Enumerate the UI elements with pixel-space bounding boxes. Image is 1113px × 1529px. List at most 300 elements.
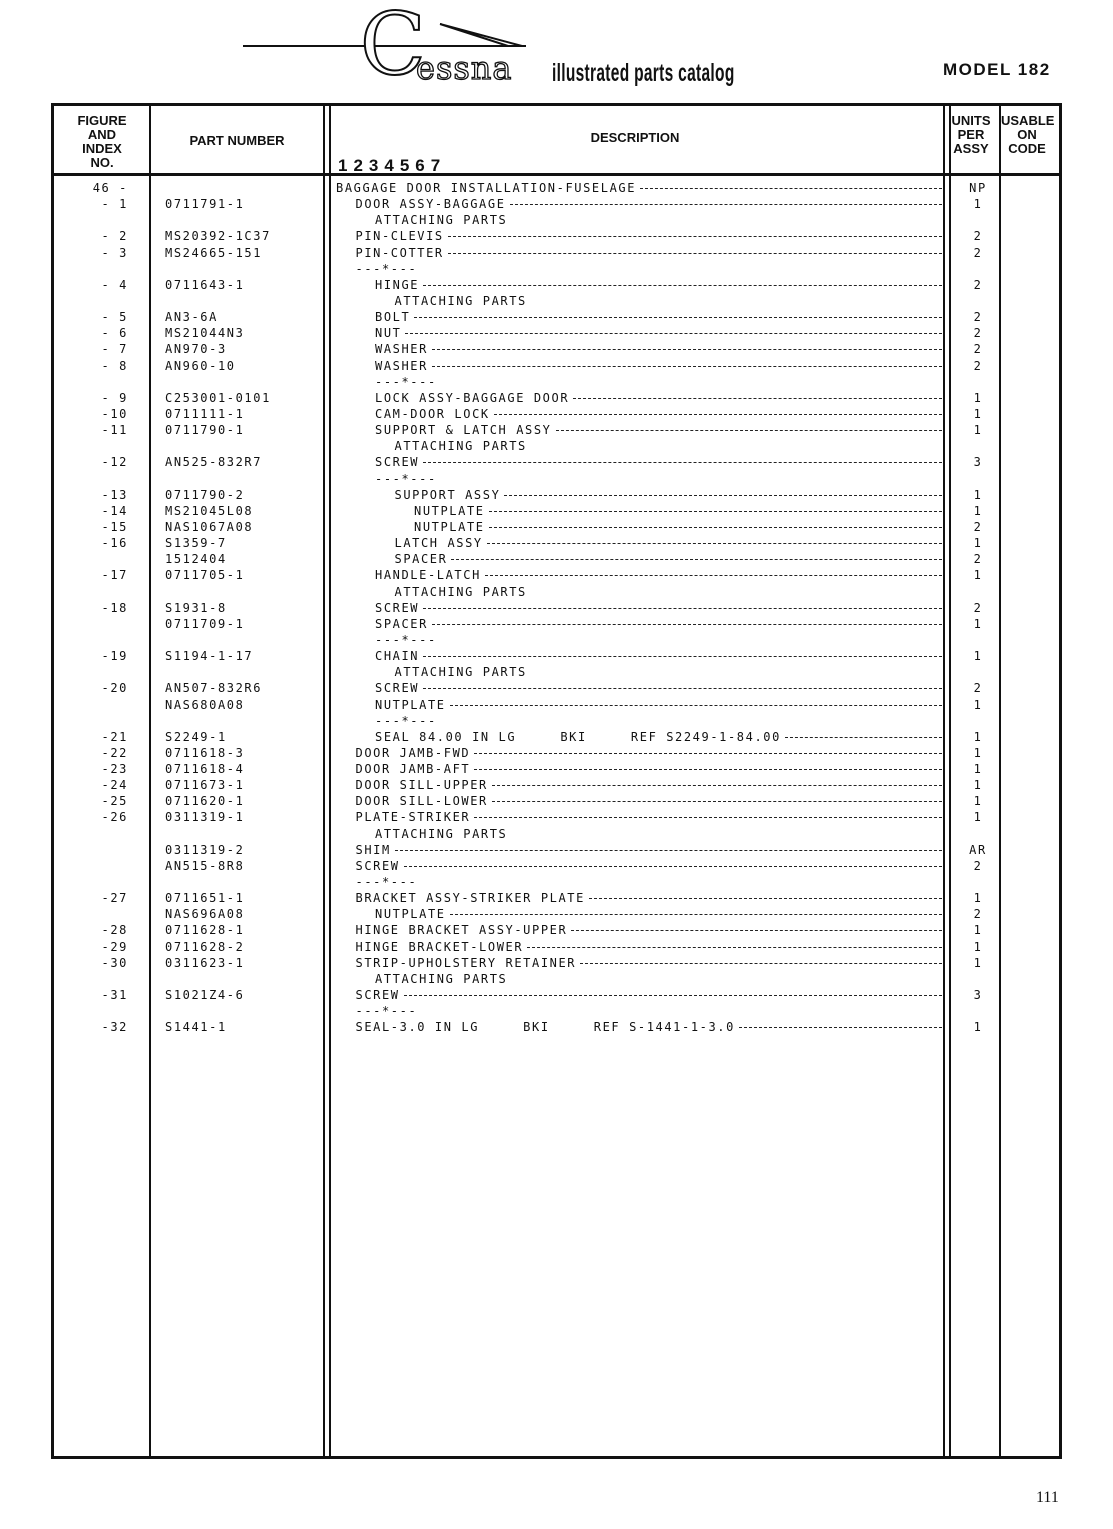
units-per-assy: 1: [973, 745, 983, 760]
description: [375, 648, 944, 664]
description: [356, 955, 945, 971]
units-per-assy: 2: [973, 600, 983, 615]
description-text: SUPPORT ASSY: [395, 487, 505, 503]
description-text: ATTACHING PARTS: [395, 438, 531, 454]
description: [375, 697, 944, 713]
leader-line: [785, 737, 942, 738]
units-per-assy: 1: [973, 503, 983, 518]
units-per-assy: 3: [973, 988, 983, 1003]
units-per-assy: 1: [973, 406, 983, 421]
part-number: 0711618-3: [165, 745, 245, 760]
table-row: [0, 567, 1113, 583]
figure-index: -29: [101, 939, 128, 954]
figure-index: -21: [101, 729, 128, 744]
description-text: ATTACHING PARTS: [395, 584, 531, 600]
description: [375, 341, 944, 357]
part-number: 0711705-1: [165, 568, 245, 583]
units-per-assy: 1: [973, 649, 983, 664]
units-per-assy: 1: [973, 423, 983, 438]
description-text: SCREW: [375, 454, 423, 470]
leader-line: [450, 914, 942, 915]
description: [375, 277, 944, 293]
figure-index: -26: [101, 810, 128, 825]
description-text: SUPPORT & LATCH ASSY: [375, 422, 556, 438]
description-text: BRACKET ASSY-STRIKER PLATE: [356, 890, 589, 906]
description-text: ATTACHING PARTS: [375, 212, 511, 228]
part-number: S1021Z4-6: [165, 988, 245, 1003]
description: [395, 551, 945, 567]
part-number: MS20392-1C37: [165, 229, 271, 244]
units-per-assy: 2: [973, 310, 983, 325]
description: [375, 971, 944, 987]
column-header-usable: USABLE ON CODE: [1001, 113, 1055, 156]
table-row: [0, 616, 1113, 632]
leader-line: [395, 850, 942, 851]
description: [356, 196, 945, 212]
table-row: [0, 454, 1113, 470]
description: [375, 826, 944, 842]
table-row: [0, 535, 1113, 551]
table-row: [0, 358, 1113, 374]
table-row: [0, 680, 1113, 696]
description: [375, 471, 944, 487]
figure-index: -28: [101, 923, 128, 938]
leader-line: [432, 624, 942, 625]
units-per-assy: 1: [973, 955, 983, 970]
part-number: S1931-8: [165, 600, 227, 615]
description-text: ---*---: [375, 471, 441, 487]
leader-line: [474, 769, 942, 770]
leader-line: [489, 527, 942, 528]
leader-line: [640, 188, 942, 189]
units-per-assy: 1: [973, 762, 983, 777]
page-number: 111: [1036, 1489, 1059, 1506]
table-row: [0, 955, 1113, 971]
figure-index: -13: [101, 487, 128, 502]
table-row: [0, 697, 1113, 713]
table-row: [0, 1003, 1113, 1019]
table-row: [0, 551, 1113, 567]
leader-line: [423, 688, 942, 689]
units-per-assy: 1: [973, 810, 983, 825]
units-per-assy: 1: [973, 729, 983, 744]
description: [356, 793, 945, 809]
figure-index: -23: [101, 762, 128, 777]
leader-line: [589, 898, 942, 899]
description: [375, 616, 944, 632]
logo-initial: C: [360, 0, 424, 95]
figure-index: -17: [101, 568, 128, 583]
part-number: 0711673-1: [165, 778, 245, 793]
description: [375, 390, 944, 406]
figure-index: - 8: [101, 358, 128, 373]
description-text: NUTPLATE: [414, 503, 489, 519]
units-per-assy: 1: [973, 1020, 983, 1035]
units-per-assy: 2: [973, 326, 983, 341]
description-text: NUTPLATE: [375, 906, 450, 922]
description: [375, 406, 944, 422]
part-number: S2249-1: [165, 729, 227, 744]
part-number: 0311319-2: [165, 842, 245, 857]
description-text: CHAIN: [375, 648, 423, 664]
figure-index: -31: [101, 988, 128, 1003]
description-text: SCREW: [356, 987, 404, 1003]
description-text: DOOR SILL-LOWER: [356, 793, 492, 809]
leader-line: [423, 285, 942, 286]
part-number: 0711651-1: [165, 891, 245, 906]
description: [395, 487, 945, 503]
table-row: [0, 584, 1113, 600]
description-text: CAM-DOOR LOCK: [375, 406, 494, 422]
description: [395, 535, 945, 551]
table-row: [0, 325, 1113, 341]
table-row: [0, 390, 1113, 406]
part-number: S1194-1-17: [165, 649, 254, 664]
table-row: [0, 487, 1113, 503]
leader-line: [487, 543, 942, 544]
units-per-assy: 1: [973, 390, 983, 405]
leader-line: [492, 785, 942, 786]
description: [375, 906, 944, 922]
description-text: WASHER: [375, 341, 432, 357]
description: [375, 212, 944, 228]
table-row: [0, 809, 1113, 825]
description-text: NUT: [375, 325, 405, 341]
description-text: ATTACHING PARTS: [375, 971, 511, 987]
description: [356, 858, 945, 874]
leader-line: [489, 511, 942, 512]
table-row: [0, 438, 1113, 454]
part-number: NAS680A08: [165, 697, 245, 712]
part-number: 0711618-4: [165, 762, 245, 777]
part-number: C253001-0101: [165, 390, 271, 405]
units-per-assy: 1: [973, 568, 983, 583]
description: [375, 309, 944, 325]
leader-line: [527, 947, 942, 948]
table-row: [0, 745, 1113, 761]
description: [356, 777, 945, 793]
figure-index: -22: [101, 745, 128, 760]
part-number: S1441-1: [165, 1020, 227, 1035]
leader-line: [573, 398, 942, 399]
parts-list: [0, 180, 1113, 1035]
description-text: HINGE BRACKET ASSY-UPPER: [356, 922, 572, 938]
table-row: [0, 906, 1113, 922]
description: [336, 180, 944, 196]
table-row: [0, 245, 1113, 261]
description-text: LOCK ASSY-BAGGAGE DOOR: [375, 390, 573, 406]
figure-index: - 2: [101, 229, 128, 244]
description-text: SCREW: [375, 680, 423, 696]
table-row: [0, 341, 1113, 357]
part-number: 0711790-1: [165, 423, 245, 438]
leader-line: [423, 656, 942, 657]
table-row: [0, 228, 1113, 244]
figure-index: - 9: [101, 390, 128, 405]
leader-line: [448, 253, 942, 254]
description-text: SPACER: [375, 616, 432, 632]
units-per-assy: 1: [973, 939, 983, 954]
units-per-assy: 2: [973, 519, 983, 534]
part-number: 1512404: [165, 552, 227, 567]
description: [356, 261, 945, 277]
description: [375, 422, 944, 438]
header-divider: [51, 173, 1062, 176]
description: [375, 680, 944, 696]
description-text: PIN-CLEVIS: [356, 228, 448, 244]
table-row: [0, 987, 1113, 1003]
figure-index: -25: [101, 794, 128, 809]
part-number: AN970-3: [165, 342, 227, 357]
description: [395, 664, 945, 680]
part-number: 0711620-1: [165, 794, 245, 809]
table-row: [0, 842, 1113, 858]
leader-line: [474, 753, 942, 754]
indent-levels: 1234567: [338, 156, 447, 175]
figure-index: - 4: [101, 277, 128, 292]
table-row: [0, 939, 1113, 955]
description: [395, 438, 945, 454]
description: [356, 745, 945, 761]
logo-wordmark: essna: [416, 49, 513, 87]
part-number: NAS696A08: [165, 907, 245, 922]
table-row: [0, 196, 1113, 212]
leader-line: [423, 462, 942, 463]
leader-line: [485, 575, 942, 576]
description-text: DOOR JAMB-AFT: [356, 761, 475, 777]
table-row: [0, 503, 1113, 519]
figure-index: -20: [101, 681, 128, 696]
figure-index: -32: [101, 1020, 128, 1035]
part-number: MS21045L08: [165, 503, 254, 518]
description: [375, 729, 944, 745]
column-header-units: UNITS PER ASSY: [951, 113, 991, 156]
leader-line: [494, 414, 942, 415]
units-per-assy: 2: [973, 552, 983, 567]
description: [356, 245, 945, 261]
catalog-title: illustrated parts catalog: [552, 59, 735, 87]
figure-index: -15: [101, 519, 128, 534]
description-text: SCREW: [375, 600, 423, 616]
description-text: HINGE: [375, 277, 423, 293]
description: [356, 939, 945, 955]
description: [375, 632, 944, 648]
leader-line: [571, 930, 942, 931]
units-per-assy: NP: [969, 181, 987, 195]
description-text: ATTACHING PARTS: [375, 826, 511, 842]
table-row: [0, 761, 1113, 777]
description: [356, 1019, 945, 1035]
part-number: 0711628-1: [165, 923, 245, 938]
figure-index: -14: [101, 503, 128, 518]
figure-index: -18: [101, 600, 128, 615]
part-number: 0711628-2: [165, 939, 245, 954]
description: [375, 454, 944, 470]
table-row: [0, 406, 1113, 422]
figure-index: -24: [101, 778, 128, 793]
table-row: [0, 261, 1113, 277]
figure-index: -27: [101, 891, 128, 906]
leader-line: [414, 317, 942, 318]
part-number: 0711790-2: [165, 487, 245, 502]
column-header-part-number: PART NUMBER: [189, 133, 285, 148]
figure-index: -12: [101, 455, 128, 470]
part-number: S1359-7: [165, 536, 227, 551]
units-per-assy: 1: [973, 487, 983, 502]
table-row: [0, 1019, 1113, 1035]
units-per-assy: 2: [973, 858, 983, 873]
leader-line: [580, 963, 942, 964]
units-per-assy: 2: [973, 277, 983, 292]
description-text: DOOR JAMB-FWD: [356, 745, 475, 761]
part-number: AN3-6A: [165, 310, 218, 325]
figure-index: - 5: [101, 310, 128, 325]
part-number: NAS1067A08: [165, 519, 254, 534]
description: [356, 1003, 945, 1019]
table-row: [0, 890, 1113, 906]
table-row: [0, 858, 1113, 874]
units-per-assy: 2: [973, 245, 983, 260]
part-number: AN515-8R8: [165, 858, 245, 873]
leader-line: [405, 333, 942, 334]
figure-index: 46 -: [92, 181, 128, 195]
units-per-assy: 1: [973, 794, 983, 809]
leader-line: [448, 236, 942, 237]
description-text: SEAL 84.00 IN LG BKI REF S2249-1-84.00: [375, 729, 785, 745]
table-row: [0, 374, 1113, 390]
description-text: STRIP-UPHOLSTERY RETAINER: [356, 955, 581, 971]
units-per-assy: 1: [973, 778, 983, 793]
description-text: HINGE BRACKET-LOWER: [356, 939, 528, 955]
description: [414, 503, 944, 519]
description-text: SPACER: [395, 551, 452, 567]
description-text: ---*---: [356, 1003, 422, 1019]
description-text: HANDLE-LATCH: [375, 567, 485, 583]
table-row: [0, 826, 1113, 842]
table-row: [0, 519, 1113, 535]
table-row: [0, 212, 1113, 228]
description: [395, 293, 945, 309]
table-row: [0, 422, 1113, 438]
description-text: WASHER: [375, 358, 432, 374]
table-row: [0, 793, 1113, 809]
figure-index: -30: [101, 955, 128, 970]
description-text: SHIM: [356, 842, 395, 858]
table-row: [0, 600, 1113, 616]
figure-index: -10: [101, 406, 128, 421]
description-text: BOLT: [375, 309, 414, 325]
description-text: ---*---: [356, 874, 422, 890]
table-row: [0, 632, 1113, 648]
units-per-assy: 1: [973, 891, 983, 906]
leader-line: [492, 801, 942, 802]
part-number: AN507-832R6: [165, 681, 263, 696]
part-number: 0711643-1: [165, 277, 245, 292]
units-per-assy: 2: [973, 907, 983, 922]
units-per-assy: 1: [973, 697, 983, 712]
description-text: SCREW: [356, 858, 404, 874]
description-text: LATCH ASSY: [395, 535, 487, 551]
part-number: AN525-832R7: [165, 455, 263, 470]
leader-line: [510, 204, 942, 205]
units-per-assy: 1: [973, 616, 983, 631]
units-per-assy: AR: [969, 842, 987, 857]
table-row: [0, 971, 1113, 987]
description: [375, 600, 944, 616]
leader-line: [474, 817, 942, 818]
description: [395, 584, 945, 600]
part-number: 0311319-1: [165, 810, 245, 825]
table-row: [0, 922, 1113, 938]
leader-line: [423, 608, 942, 609]
leader-line: [739, 1027, 942, 1028]
description-text: ---*---: [375, 374, 441, 390]
description-text: ---*---: [356, 261, 422, 277]
table-row: [0, 664, 1113, 680]
figure-index: - 6: [101, 326, 128, 341]
description: [375, 358, 944, 374]
part-number: AN960-10: [165, 358, 236, 373]
description: [356, 809, 945, 825]
description-text: ATTACHING PARTS: [395, 664, 531, 680]
description-text: ---*---: [375, 632, 441, 648]
units-per-assy: 1: [973, 923, 983, 938]
table-row: [0, 309, 1113, 325]
description: [356, 874, 945, 890]
table-row: [0, 729, 1113, 745]
description: [375, 567, 944, 583]
description: [356, 922, 945, 938]
part-number: MS24665-151: [165, 245, 263, 260]
table-row: [0, 777, 1113, 793]
units-per-assy: 1: [973, 536, 983, 551]
table-row: [0, 471, 1113, 487]
description-text: PLATE-STRIKER: [356, 809, 475, 825]
figure-index: -19: [101, 649, 128, 664]
description: [356, 890, 945, 906]
description-text: PIN-COTTER: [356, 245, 448, 261]
leader-line: [432, 349, 942, 350]
table-row: [0, 277, 1113, 293]
units-per-assy: 2: [973, 358, 983, 373]
description-text: SEAL-3.0 IN LG BKI REF S-1441-1-3.0: [356, 1019, 739, 1035]
figure-index: - 1: [101, 197, 128, 212]
description: [375, 374, 944, 390]
description-text: ---*---: [375, 713, 441, 729]
description: [356, 842, 945, 858]
description: [375, 713, 944, 729]
figure-index: -16: [101, 536, 128, 551]
table-row: [0, 648, 1113, 664]
leader-line: [504, 495, 942, 496]
part-number: 0711111-1: [165, 406, 245, 421]
part-number: 0711791-1: [165, 197, 245, 212]
description-text: ATTACHING PARTS: [395, 293, 531, 309]
leader-line: [450, 705, 942, 706]
part-number: 0311623-1: [165, 955, 245, 970]
table-row: [0, 293, 1113, 309]
leader-line: [451, 559, 942, 560]
description: [356, 761, 945, 777]
part-number: MS21044N3: [165, 326, 245, 341]
description: [414, 519, 944, 535]
leader-line: [404, 866, 942, 867]
part-number: 0711709-1: [165, 616, 245, 631]
table-row: [0, 713, 1113, 729]
column-header-description: DESCRIPTION: [590, 130, 680, 145]
figure-index: -11: [101, 423, 128, 438]
figure-index: - 3: [101, 245, 128, 260]
